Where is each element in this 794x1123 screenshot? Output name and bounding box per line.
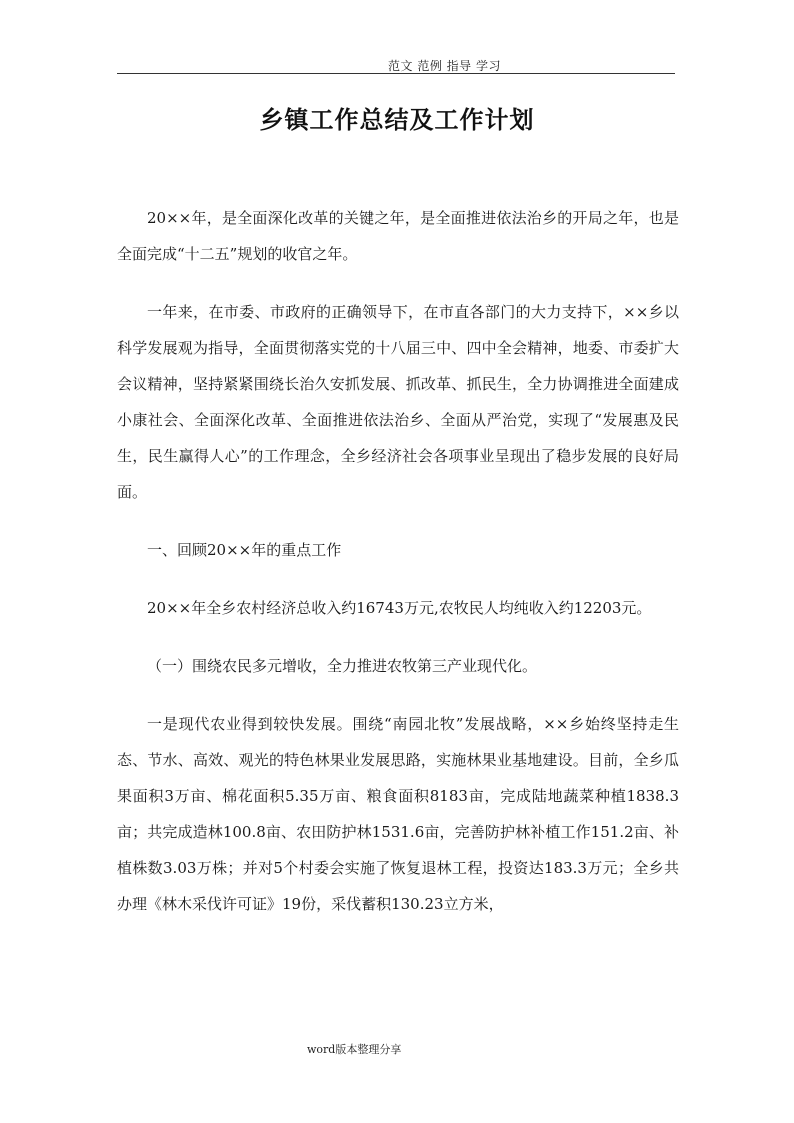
header-divider [117, 73, 675, 74]
document-body [117, 200, 679, 944]
subsection-heading-1: （一）围绕农民多元增收，全力推进农牧第三产业现代化。 [147, 657, 538, 675]
paragraph-summary: 一年来，在市委、市政府的正确领导下，在市直各部门的大力支持下，××乡以科学发展观为指导，全面贯彻落实党的十八届三中、四中全会精神，地委、市委扩大会议精神，坚持紧紧围绕长治久安抓发展、抓改革、抓民生，全力协调推进全面建成小康社会、全面深化改革、全面推进依法治乡、全面从严治党，实现了“发展惠及民生，民生赢得人心”的工作理念，全乡经济社会各项事业呈现出了稳步发展的良好局面。 [117, 303, 679, 501]
page-footer: word版本整理分享 [307, 1043, 402, 1056]
paragraph-intro: 20××年，是全面深化改革的关键之年，是全面推进依法治乡的开局之年，也是全面完成“十二五”规划的收官之年。 [117, 209, 679, 263]
page-header: 范文 范例 指导 学习 [388, 59, 501, 73]
paragraph-income: 20××年全乡农村经济总收入约16743万元,农牧民人均纯收入约12203元。 [147, 599, 652, 617]
section-heading-review: 一、回顾20××年的重点工作 [147, 541, 342, 559]
document-title: 乡镇工作总结及工作计划 [259, 106, 535, 134]
paragraph-agriculture: 一是现代农业得到较快发展。围绕“南园北牧”发展战略，××乡始终坚持走生态、节水、高效、观光的特色林果业发展思路，实施林果业基地建设。目前，全乡瓜果面积3万亩、棉花面积5.35万亩、粮食面积8183亩，完成陆地蔬菜种植1838.3亩；共完成造林100.8亩、农田防护林1531.6亩，完善防护林补植工作151.2亩、补植株数3.03万株；并对5个村委会实施了恢复退林工程，投资达183.3万元；全乡共办理《林木采伐许可证》19份，采伐蓄积130.23立方米， [117, 715, 679, 913]
